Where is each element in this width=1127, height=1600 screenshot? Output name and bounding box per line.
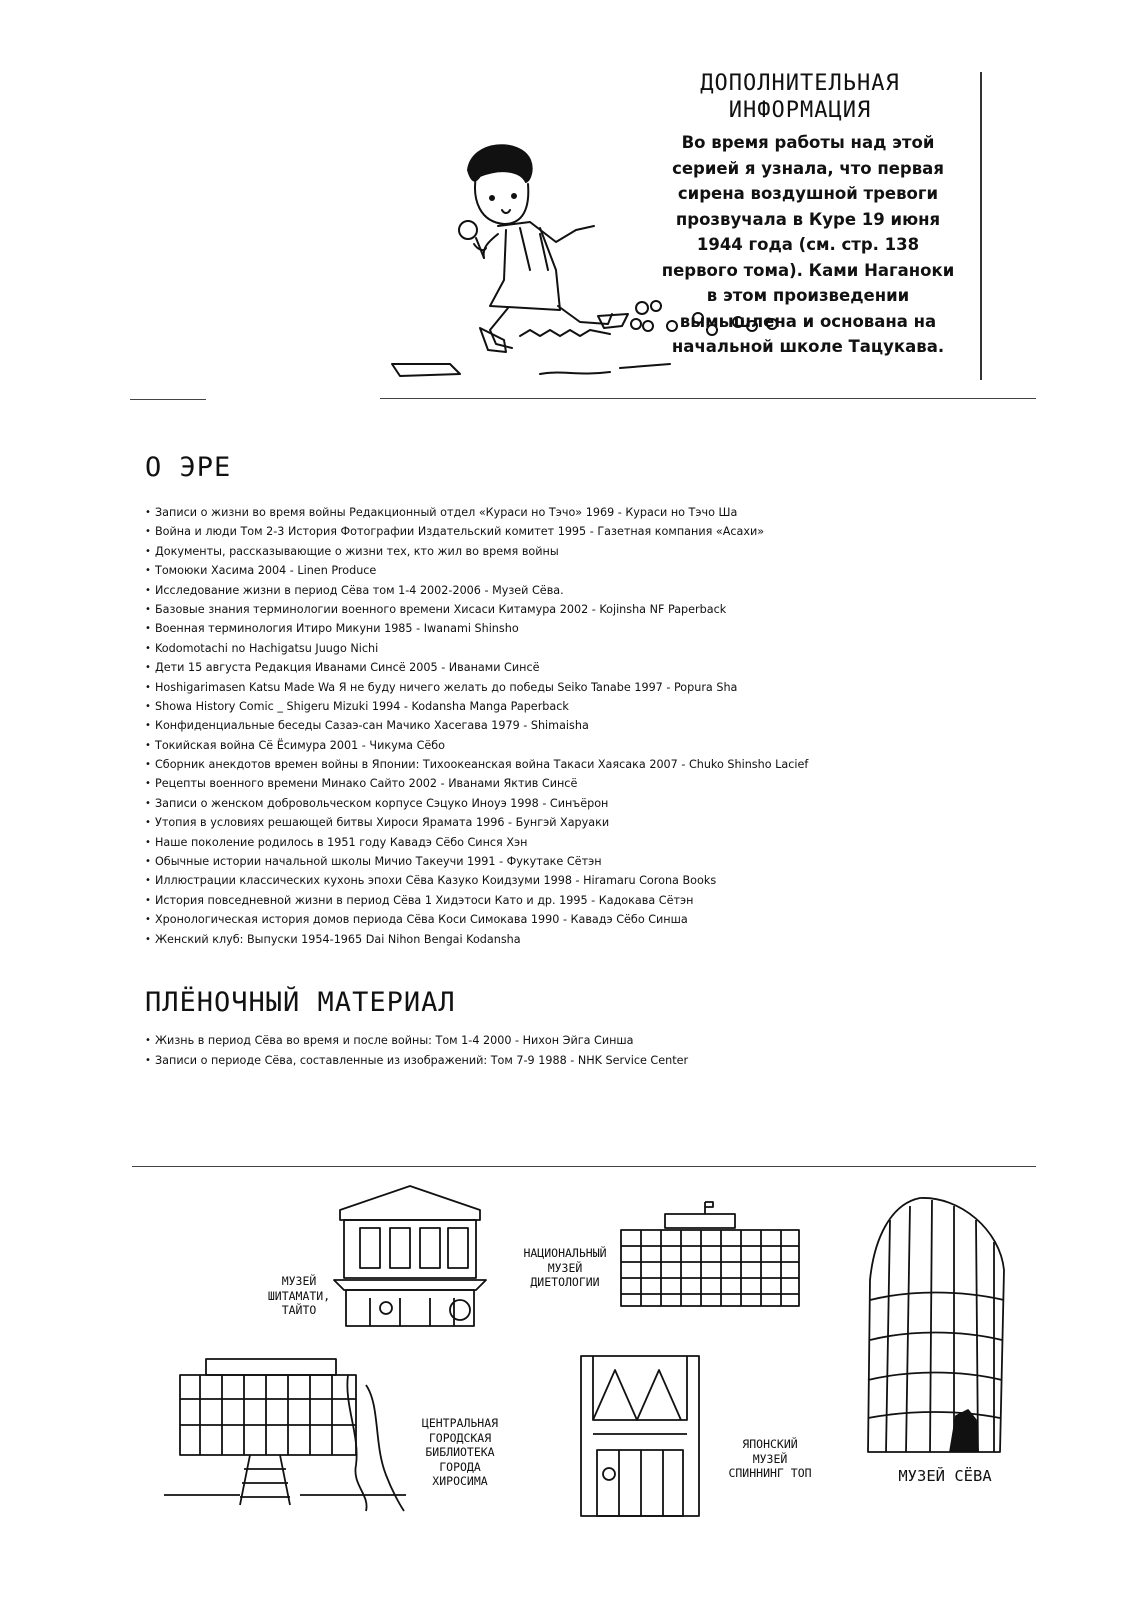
era-reference-list [145,503,808,949]
spinning-top-museum-drawing [575,1350,705,1520]
era-section-title: О ЭРЕ [145,452,232,483]
info-text [660,130,956,360]
hiroshima-library-drawing [160,1345,410,1515]
list-item: • Жизнь в период Сёва во время и после войны: Том 1-4 2000 - Нихон Эйга Синша [145,1031,688,1051]
list-item: • Наше поколение родилось в 1951 году Кавадэ Сёбо Синся Хэн [145,833,808,852]
info-text-line: прозвучала в Куре 19 июня [675,209,941,229]
info-text-line: серией я узнала, что первая [672,158,944,178]
divider-bottom [132,1166,1036,1167]
film-reference-list [145,1031,688,1071]
info-text-line: начальной школе Тацукава. [671,337,945,356]
shitamachi-museum-drawing [330,1180,490,1330]
info-text-line: первого тома). Ками Наганоки [661,260,955,280]
list-item: • Обычные истории начальной школы Мичио Такеучи 1991 - Фукутаке Сётэн [145,852,808,871]
list-item: • Дети 15 августа Редакция Иванами Синсё 2005 - Иванами Синсё [145,658,808,677]
list-item: • Записи о периоде Сёва, составленные из изображений: Том 7-9 1988 - NHK Service Center [145,1051,688,1071]
list-item: • Записи о женском добровольческом корпусе Сэцуко Иноуэ 1998 - Синъёрон [145,794,808,813]
list-item: • Иллюстрации классических кухонь эпохи Сёва Казуко Коидзуми 1998 - Hiramaru Corona Books [145,871,808,890]
list-item: • Рецепты военного времени Минако Сайто 2002 - Иванами Яктив Синсё [145,774,808,793]
list-item: • Kodomotachi no Hachigatsu Juugo Nichi [145,639,808,658]
list-item: • Конфиденциальные беседы Сазаэ-сан Мачико Хасегава 1979 - Shimaisha [145,716,808,735]
national-diet-museum-drawing [615,1200,805,1310]
museum-label-spinning: ЯПОНСКИЙ МУЗЕЙ СПИННИНГ ТОП [728,1437,812,1480]
list-item: • Записи о жизни во время войны Редакционный отдел «Кураси но Тэчо» 1969 - Кураси но Тэчо Ша [145,503,808,522]
info-title: ДОПОЛНИТЕЛЬНАЯ ИНФОРМАЦИЯ [700,71,900,123]
museum-label-hiroshima: ЦЕНТРАЛЬНАЯ ГОРОДСКАЯ БИБЛИОТЕКА ГОРОДА ХИРОСИМА [421,1416,499,1488]
list-item: • Сборник анекдотов времен войны в Японии: Тихоокеанская война Такаси Хаясака 2007 - Chuko Shinsho Lacief [145,755,808,774]
list-item: • Женский клуб: Выпуски 1954-1965 Dai Nihon Bengai Kodansha [145,930,808,949]
museum-label-showa: МУЗЕЙ СЁВА [898,1467,992,1485]
museum-label-shitamachi: МУЗЕЙ ШИТАМАТИ, ТАЙТО [267,1274,331,1317]
info-text-line: сирена воздушной тревоги [677,184,939,203]
list-item: • Токийская война Сё Ёсимура 2001 - Чикума Сёбо [145,736,808,755]
list-item: • Хронологическая история домов периода Сёва Коси Симокава 1990 - Кавадэ Сёбо Синша [145,910,808,929]
film-section-title: ПЛЁНОЧНЫЙ МАТЕРИАЛ [145,987,456,1018]
list-item: • Документы, рассказывающие о жизни тех, кто жил во время войны [145,542,808,561]
list-item: • Война и люди Том 2-3 История Фотографии Издательский комитет 1995 - Газетная компания «Асахи» [145,522,808,541]
vertical-divider [980,72,982,380]
divider-top-left [130,399,206,400]
list-item: • Утопия в условиях решающей битвы Хироси Ярамата 1996 - Бунгэй Харуаки [145,813,808,832]
museum-label-diet: НАЦИОНАЛЬНЫЙ МУЗЕЙ ДИЕТОЛОГИИ [523,1246,607,1289]
info-text-line: вымышлена и основана на [679,311,937,331]
list-item: • Военная терминология Итиро Микуни 1985 - Iwanami Shinsho [145,619,808,638]
list-item: • Hoshigarimasen Katsu Made Wa Я не буду ничего желать до победы Seiko Tanabe 1997 - Popura Sha [145,678,808,697]
list-item: • История повседневной жизни в период Сёва 1 Хидэтоси Като и др. 1995 - Кадокава Сётэн [145,891,808,910]
info-text-line: Во время работы над этой [681,133,935,152]
list-item: • Базовые знания терминологии военного времени Хисаси Китамура 2002 - Kojinsha NF Paperback [145,600,808,619]
info-text-line: 1944 года (см. стр. 138 [696,235,920,254]
list-item: • Томоюки Хасима 2004 - Linen Produce [145,561,808,580]
list-item: • Showa History Comic _ Shigeru Mizuki 1994 - Kodansha Manga Paperback [145,697,808,716]
list-item: • Исследование жизни в период Сёва том 1-4 2002-2006 - Музей Сёва. [145,581,808,600]
divider-top-right [380,398,1036,399]
info-text-line: в этом произведении [706,286,910,305]
showa-museum-drawing [860,1190,1010,1470]
